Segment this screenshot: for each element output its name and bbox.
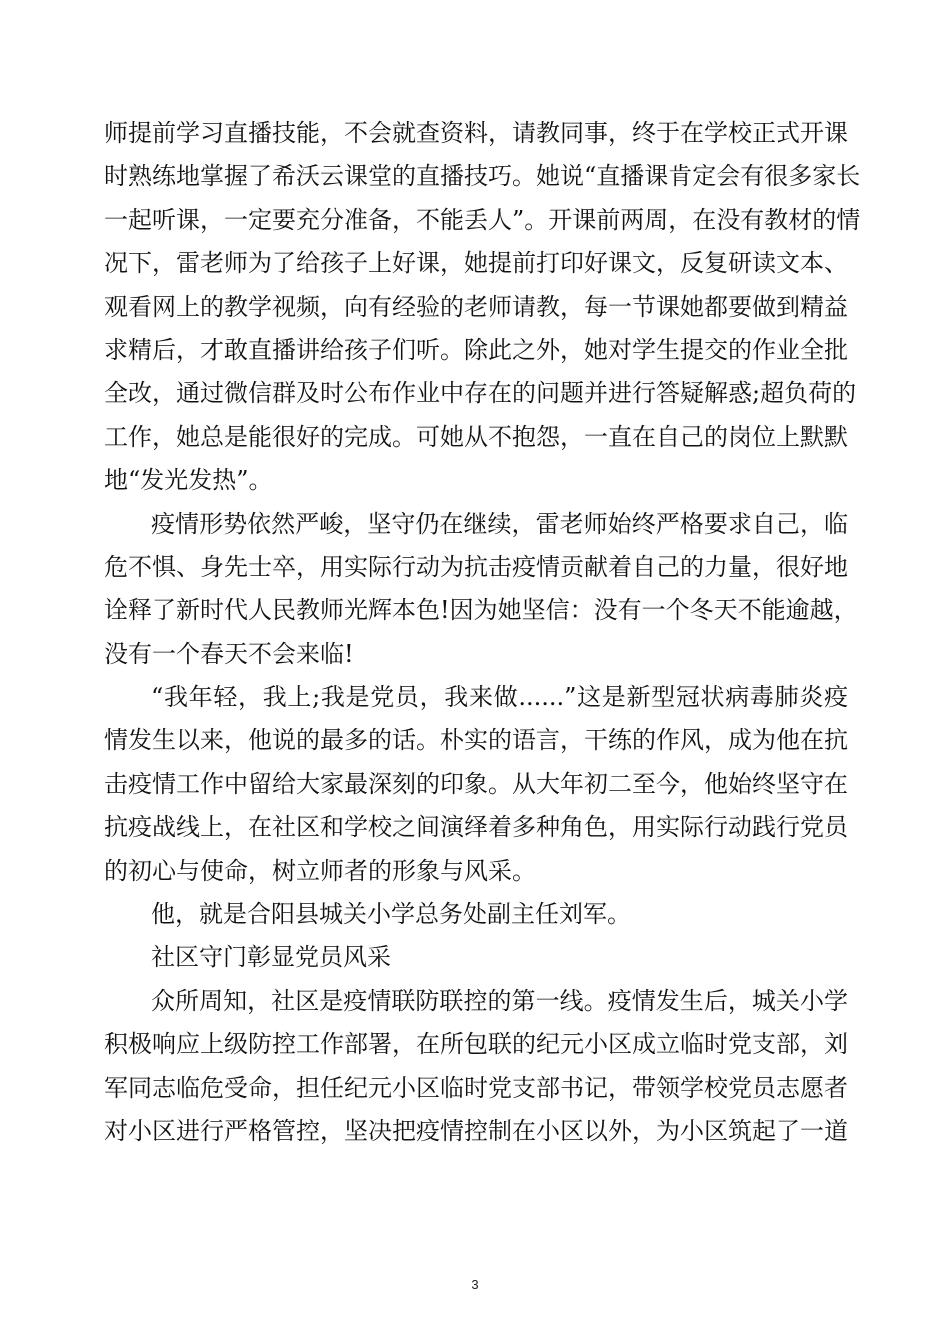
text-line: 抗疫战线上，在社区和学校之间演绎着多种角色，用实际行动践行党员 [104, 813, 848, 842]
text-line: 全改，通过微信群及时公布作业中存在的问题并进行答疑解惑;超负荷的 [104, 379, 857, 408]
paragraph-3 [104, 676, 848, 893]
text-line: 地“发光发热”。 [104, 466, 273, 495]
text-line: 没有一个春天不会来临! [104, 639, 354, 668]
text-line: 击疫情工作中留给大家最深刻的印象。从大年初二至今，他始终坚守在 [104, 769, 848, 798]
text-line: 众所周知，社区是疫情联防联控的第一线。疫情发生后，城关小学 [151, 986, 848, 1015]
text-line: “我年轻，我上;我是党员，我来做......”这是新型冠状病毒肺炎疫 [151, 683, 848, 712]
paragraph-6 [104, 980, 848, 1154]
text-line: 积极响应上级防控工作部署，在所包联的纪元小区成立临时党支部，刘 [104, 1030, 848, 1059]
paragraph-4 [104, 893, 848, 936]
text-line: 的初心与使命，树立师者的形象与风采。 [104, 856, 536, 885]
section-heading [104, 936, 848, 979]
text-line: 社区守门彰显党员风采 [151, 943, 391, 972]
text-line: 他，就是合阳县城关小学总务处副主任刘军。 [151, 900, 631, 929]
text-line: 况下，雷老师为了给孩子上好课，她提前打印好课文，反复研读文本、 [104, 249, 848, 278]
text-line: 情发生以来，他说的最多的话。朴实的语言，干练的作风，成为他在抗 [104, 726, 848, 755]
text-line: 一起听课，一定要充分准备，不能丢人”。开课前两周，在没有教材的情 [104, 205, 861, 234]
paragraph-2 [104, 503, 858, 677]
text-line: 诠释了新时代人民教师光辉本色!因为她坚信：没有一个冬天不能逾越， [104, 596, 858, 625]
text-line: 工作，她总是能很好的完成。可她从不抱怨，一直在自己的岗位上默默 [104, 422, 848, 451]
paragraph-1 [104, 112, 861, 503]
text-line: 师提前学习直播技能，不会就查资料，请教同事，终于在学校正式开课 [104, 119, 848, 147]
body-text [104, 112, 861, 1153]
text-line: 观看网上的教学视频，向有经验的老师请教，每一节课她都要做到精益 [104, 292, 848, 321]
text-line: 危不惧、身先士卒，用实际行动为抗击疫情贡献着自己的力量，很好地 [104, 552, 848, 581]
text-line: 时熟练地掌握了希沃云课堂的直播技巧。她说“直播课肯定会有很多家长 [104, 162, 861, 191]
page-number: 3 [471, 1277, 479, 1292]
text-line: 疫情形势依然严峻，坚守仍在继续，雷老师始终严格要求自己，临 [151, 509, 848, 538]
text-line: 军同志临危受命，担任纪元小区临时党支部书记，带领学校党员志愿者 [104, 1073, 848, 1102]
text-line: 求精后，才敢直播讲给孩子们听。除此之外，她对学生提交的作业全批 [104, 335, 848, 364]
text-line: 对小区进行严格管控，坚决把疫情控制在小区以外，为小区筑起了一道 [104, 1116, 848, 1145]
